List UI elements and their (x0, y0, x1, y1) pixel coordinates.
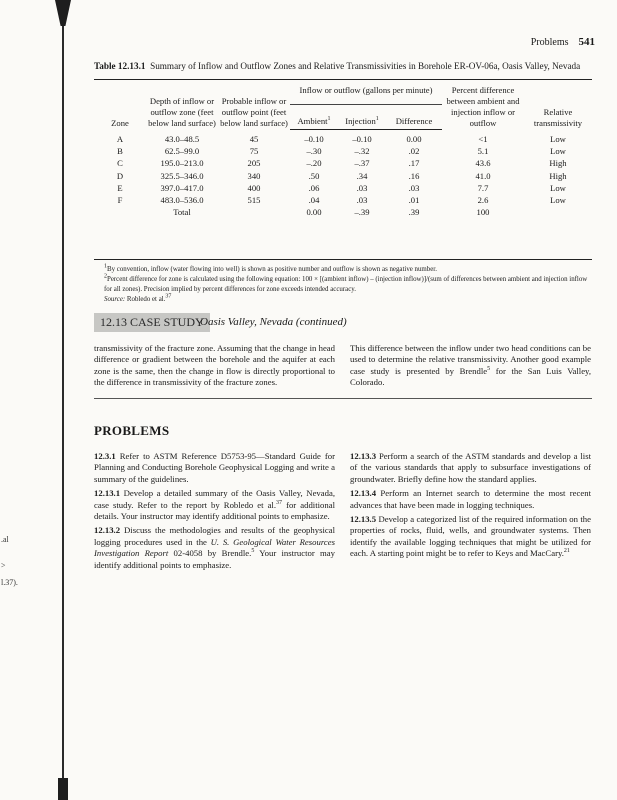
problems-heading: PROBLEMS (94, 423, 170, 438)
page-binding-line (62, 0, 64, 800)
table-caption-label: Table 12.13.1 (94, 61, 146, 71)
margin-fragment: .al (1, 535, 9, 544)
continued-text-left: transmissivity of the fracture zone. Assuming that the change in head difference or gradient between the borehole and the aquifer at each zone is the same, then the change in flow is directly proportional to the difference in transmissivity of the fracture zones. (94, 343, 335, 388)
header-percent-difference: Percent difference between ambient and injection inflow or outflow (446, 85, 520, 128)
table-bottom-rule (94, 259, 592, 260)
margin-fragment: > (1, 561, 6, 570)
header-difference: Difference (386, 105, 442, 129)
problems-left-column (94, 451, 335, 574)
inflow-outflow-table (94, 85, 592, 219)
problem-12-13-1: 12.13.1 Develop a detailed summary of the Oasis Valley, Nevada, case study. Refer to the report by Robledo et al.$^{37}$ for additional details. Your instructor may identify additional points to emphasize. (94, 488, 335, 522)
case-study-label: 12.13 CASE STUDY (94, 313, 210, 332)
table-footnotes (94, 265, 594, 305)
running-header (531, 36, 595, 48)
footnote-1: $^1$By convention, inflow (water flowing into well) is shown as positive number and outflow is shown as negative number. (104, 263, 437, 273)
binding-clip-bottom (58, 778, 68, 800)
problem-12-13-3: 12.13.3 Perform a search of the ASTM standards and develop a list of the various standards that apply to subsurface investigations of groundwater. Briefly define how the standard applies. (350, 451, 591, 484)
footnote-2: $^2$Percent difference for zone is calculated using the following equation: 100 × [(ambient inflow) – (injection inflow)]/(sum of differences between ambient and injection inflow for all zones). Precision implied by percent differences for zone exceeds intended accuracy. (104, 273, 588, 293)
problem-12-13-5: 12.13.5 Develop a categorized list of the required information on the properties of rocks, fluid, wells, and groundwater systems. Then identify the available logging techniques that might be utilized for each. A starting point might be to refer to Keys and MacCary.$^{21}$ (350, 514, 591, 559)
table-caption (94, 61, 594, 71)
problem-12-13-2: 12.13.2 Discuss the methodologies and results of the geophysical logging procedures used in the U. S. Geological Water Resources Investigation Report 02-4058 by Brendle.$^5$ Your instructor may identify additional points to emphasize. (94, 525, 335, 570)
header-relative-transmissivity: Relative transmissivity (533, 107, 583, 128)
header-ambient: Ambient$^1$ (290, 105, 338, 129)
table-total-row: Total 0.00 –.39 .39 100 (173, 207, 490, 218)
table-row: D 325.5–346.0 340 .50 .34 .16 41.0 High (116, 170, 567, 181)
section-divider-rule (94, 398, 592, 399)
continued-text-right: This difference between the inflow under two head conditions can be used to determine the relative transmissivity. Another good example case study is presented by Brendle$^5$ for the San Luis Valley, Colorado. (350, 343, 591, 388)
page-number: 541 (578, 36, 595, 48)
header-flow-group: Inflow or outflow (gallons per minute) (290, 85, 442, 105)
case-study-title: Oasis Valley, Nevada (continued) (200, 316, 347, 328)
problem-12-3-1: 12.3.1 Refer to ASTM Reference D5753-95—Standard Guide for Planning and Conducting Borehole Geophysical Logging and write a summary of the guidelines. (94, 451, 335, 484)
table-row: E 397.0–417.0 400 .06 .03 .03 7.7 Low (117, 182, 566, 193)
margin-fragment: l.37). (1, 578, 18, 587)
table-row: A 43.0–48.5 45 –0.10 –0.10 0.00 <1 Low (116, 133, 566, 145)
header-injection: Injection$^1$ (338, 105, 386, 129)
problems-right-column (350, 451, 591, 563)
binding-clip-top (55, 0, 71, 26)
header-zone: Zone (111, 118, 129, 128)
table-row: F 483.0–536.0 515 .04 .03 .01 2.6 Low (117, 195, 566, 206)
case-study-banner (94, 313, 594, 332)
header-depth: Depth of inflow or outflow zone (feet below land surface) (148, 96, 216, 128)
table-caption-text: Summary of Inflow and Outflow Zones and Relative Transmissivities in Borehole ER-OV-06a, Oasis Valley, Nevada (150, 61, 581, 71)
running-title: Problems (530, 37, 569, 48)
table-top-rule (94, 79, 592, 80)
table-row: C 195.0–213.0 205 –.20 –.37 .17 43.6 High (117, 158, 567, 169)
header-probable-point: Probable inflow or outflow point (feet below land surface) (220, 96, 288, 128)
table-source: Source: Robledo et al.$^{37}$ (104, 293, 172, 303)
problem-12-13-4: 12.13.4 Perform an Internet search to determine the most recent advances that have been made in logging techniques. (350, 488, 592, 510)
table-row: B 62.5–99.0 75 –.30 –.32 .02 5.1 Low (117, 146, 566, 157)
